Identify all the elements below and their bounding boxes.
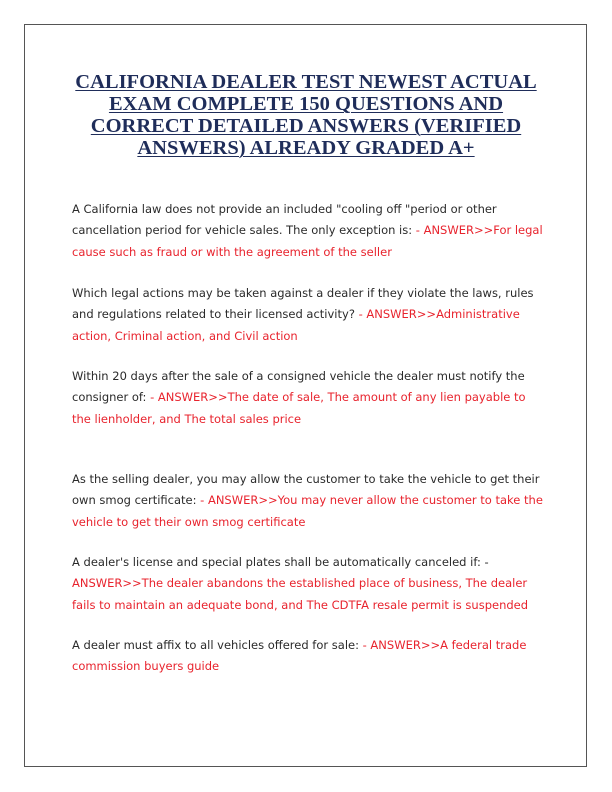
qa-item [72,552,544,616]
document-title: CALIFORNIA DEALER TEST NEWEST ACTUAL EXAM COMPLETE 150 QUESTIONS AND CORRECT DETAILED ANSWERS (VERIFIED ANSWERS) ALREADY GRADED A+ [75,71,537,159]
question-text: As the selling dealer, you may allow the customer to take the vehicle to get their own smog certificate: [72,472,540,508]
answer-text: - ANSWER>>You may never allow the customer to take the vehicle to get their own smog certificate [72,493,543,529]
answer-text: ANSWER>>The dealer abandons the established place of business, The dealer fails to maintain an adequate bond, and The CDTFA resale permit is suspended [72,576,529,612]
answer-text: - ANSWER>>The date of sale, The amount of any lien payable to the lienholder, and The total sales price [72,390,526,426]
question-text: A dealer's license and special plates shall be automatically canceled if: - [72,555,489,569]
question-text: Within 20 days after the sale of a consigned vehicle the dealer must notify the consigner of: [72,369,525,405]
answer-text: - ANSWER>>For legal cause such as fraud or with the agreement of the seller [72,223,543,259]
qa-item [72,469,544,533]
question-text: A dealer must affix to all vehicles offered for sale: [72,638,363,652]
qa-item [72,635,544,678]
qa-item [72,199,544,263]
answer-text: - ANSWER>>Administrative action, Criminal action, and Civil action [72,307,520,343]
question-text: Which legal actions may be taken against a dealer if they violate the laws, rules and regulations related to their licensed activity? [72,286,534,322]
answer-text: - ANSWER>>A federal trade commission buyers guide [72,638,527,674]
question-text: A California law does not provide an included "cooling off "period or other cancellation period for vehicle sales. The only exception is: [72,202,497,238]
qa-item [72,283,544,347]
qa-item [72,366,544,430]
